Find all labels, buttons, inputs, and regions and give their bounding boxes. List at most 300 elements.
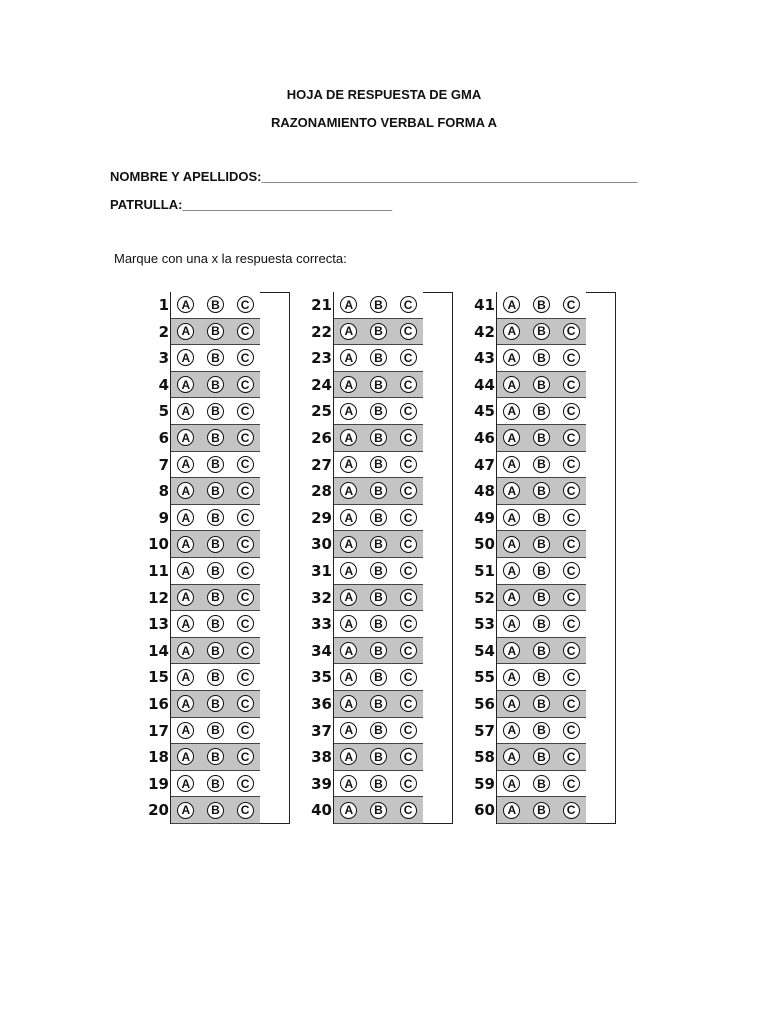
answer-bubble-b[interactable]: B xyxy=(207,695,224,712)
answer-bubble-b[interactable]: B xyxy=(533,536,550,553)
question-row xyxy=(471,691,611,718)
answer-options xyxy=(171,345,260,372)
answer-options xyxy=(497,398,586,425)
answer-bubble-b[interactable]: B xyxy=(370,695,387,712)
answer-bubble-c[interactable]: C xyxy=(237,589,254,606)
answer-bubble-a[interactable]: A xyxy=(340,296,357,313)
answer-bubble-b[interactable]: B xyxy=(533,669,550,686)
answer-bubble-a[interactable]: A xyxy=(340,403,357,420)
answer-options xyxy=(171,531,260,558)
answer-bubble-a[interactable]: A xyxy=(503,669,520,686)
answer-bubble-c[interactable]: C xyxy=(400,642,417,659)
answer-options xyxy=(334,558,423,585)
answer-bubble-b[interactable]: B xyxy=(370,669,387,686)
answer-bubble-b[interactable]: B xyxy=(533,775,550,792)
answer-options xyxy=(171,664,260,691)
answer-bubble-b[interactable]: B xyxy=(533,802,550,819)
answer-bubble-b[interactable]: B xyxy=(207,403,224,420)
answer-bubble-b[interactable]: B xyxy=(370,722,387,739)
answer-bubble-c[interactable]: C xyxy=(237,323,254,340)
answer-bubble-b[interactable]: B xyxy=(207,589,224,606)
answer-bubble-c[interactable]: C xyxy=(237,403,254,420)
question-number: 23 xyxy=(311,349,332,368)
question-row xyxy=(145,531,285,558)
question-number: 53 xyxy=(474,615,495,634)
answer-options xyxy=(171,638,260,665)
answer-bubble-a[interactable]: A xyxy=(503,482,520,499)
answer-bubble-a[interactable]: A xyxy=(503,456,520,473)
answer-options xyxy=(171,505,260,532)
answer-bubble-b[interactable]: B xyxy=(370,376,387,393)
answer-bubble-a[interactable]: A xyxy=(340,669,357,686)
answer-bubble-a[interactable]: A xyxy=(340,482,357,499)
answer-bubble-c[interactable]: C xyxy=(237,615,254,632)
answer-bubble-a[interactable]: A xyxy=(340,589,357,606)
answer-options xyxy=(334,345,423,372)
answer-bubble-a[interactable]: A xyxy=(503,296,520,313)
question-row xyxy=(308,797,448,824)
question-number: 59 xyxy=(474,774,495,793)
question-number: 38 xyxy=(311,748,332,767)
answer-bubble-c[interactable]: C xyxy=(563,748,580,765)
answer-bubble-b[interactable]: B xyxy=(207,509,224,526)
answer-bubble-b[interactable]: B xyxy=(533,456,550,473)
answer-bubble-b[interactable]: B xyxy=(207,775,224,792)
question-number: 60 xyxy=(474,801,495,820)
answer-bubble-b[interactable]: B xyxy=(533,376,550,393)
question-number: 14 xyxy=(148,641,169,660)
answer-bubble-a[interactable]: A xyxy=(177,482,194,499)
question-number: 8 xyxy=(158,482,169,501)
answer-bubble-a[interactable]: A xyxy=(503,642,520,659)
question-row xyxy=(145,585,285,612)
answer-bubble-c[interactable]: C xyxy=(563,722,580,739)
answer-options xyxy=(497,771,586,798)
answer-bubble-a[interactable]: A xyxy=(177,589,194,606)
answer-bubble-b[interactable]: B xyxy=(533,429,550,446)
question-row xyxy=(145,478,285,505)
answer-bubble-c[interactable]: C xyxy=(563,456,580,473)
answer-bubble-b[interactable]: B xyxy=(207,536,224,553)
answer-options xyxy=(334,531,423,558)
question-row xyxy=(471,558,611,585)
answer-bubble-c[interactable]: C xyxy=(237,562,254,579)
question-number: 20 xyxy=(148,801,169,820)
answer-bubble-c[interactable]: C xyxy=(400,403,417,420)
answer-options xyxy=(497,558,586,585)
question-number: 5 xyxy=(158,402,169,421)
answer-bubble-c[interactable]: C xyxy=(563,482,580,499)
answer-options xyxy=(334,638,423,665)
answer-bubble-c[interactable]: C xyxy=(563,536,580,553)
question-row xyxy=(145,452,285,479)
answer-bubble-b[interactable]: B xyxy=(533,509,550,526)
answer-options xyxy=(334,611,423,638)
answer-bubble-a[interactable]: A xyxy=(340,802,357,819)
answer-bubble-c[interactable]: C xyxy=(563,509,580,526)
answer-options xyxy=(334,797,423,824)
answer-bubble-c[interactable]: C xyxy=(237,775,254,792)
answer-bubble-b[interactable]: B xyxy=(370,748,387,765)
answer-options xyxy=(497,664,586,691)
answer-options xyxy=(171,319,260,346)
answer-bubble-c[interactable]: C xyxy=(563,323,580,340)
question-row xyxy=(308,505,448,532)
answer-bubble-a[interactable]: A xyxy=(503,403,520,420)
question-number: 10 xyxy=(148,535,169,554)
answer-bubble-a[interactable]: A xyxy=(177,376,194,393)
answer-bubble-c[interactable]: C xyxy=(563,403,580,420)
answer-options xyxy=(334,478,423,505)
answer-bubble-a[interactable]: A xyxy=(340,775,357,792)
answer-bubble-c[interactable]: C xyxy=(563,589,580,606)
question-number: 32 xyxy=(311,588,332,607)
answer-bubble-a[interactable]: A xyxy=(503,775,520,792)
answer-bubble-a[interactable]: A xyxy=(340,456,357,473)
answer-options xyxy=(334,372,423,399)
question-row xyxy=(471,505,611,532)
question-row xyxy=(308,398,448,425)
answer-options xyxy=(497,372,586,399)
answer-bubble-b[interactable]: B xyxy=(207,482,224,499)
answer-bubble-c[interactable]: C xyxy=(563,296,580,313)
answer-bubble-a[interactable]: A xyxy=(340,695,357,712)
answer-bubble-c[interactable]: C xyxy=(400,536,417,553)
answer-bubble-a[interactable]: A xyxy=(177,403,194,420)
answer-bubble-b[interactable]: B xyxy=(533,323,550,340)
question-row xyxy=(471,345,611,372)
question-number: 17 xyxy=(148,721,169,740)
answer-bubble-a[interactable]: A xyxy=(340,722,357,739)
question-row xyxy=(471,425,611,452)
answer-bubble-a[interactable]: A xyxy=(177,429,194,446)
answer-bubble-b[interactable]: B xyxy=(533,482,550,499)
answer-bubble-a[interactable]: A xyxy=(340,349,357,366)
answer-bubble-c[interactable]: C xyxy=(563,802,580,819)
answer-bubble-a[interactable]: A xyxy=(177,349,194,366)
question-row xyxy=(308,478,448,505)
answer-bubble-c[interactable]: C xyxy=(237,456,254,473)
answer-bubble-c[interactable]: C xyxy=(237,349,254,366)
answer-bubble-c[interactable]: C xyxy=(563,775,580,792)
answer-bubble-c[interactable]: C xyxy=(563,376,580,393)
answer-bubble-b[interactable]: B xyxy=(370,482,387,499)
answer-bubble-c[interactable]: C xyxy=(237,429,254,446)
answer-bubble-a[interactable]: A xyxy=(340,615,357,632)
question-row xyxy=(145,292,285,319)
answer-bubble-a[interactable]: A xyxy=(340,509,357,526)
answer-bubble-a[interactable]: A xyxy=(503,536,520,553)
answer-bubble-c[interactable]: C xyxy=(237,642,254,659)
answer-bubble-a[interactable]: A xyxy=(177,296,194,313)
answer-bubble-c[interactable]: C xyxy=(237,722,254,739)
answer-bubble-c[interactable]: C xyxy=(563,349,580,366)
answer-bubble-a[interactable]: A xyxy=(340,642,357,659)
answer-bubble-b[interactable]: B xyxy=(533,722,550,739)
question-number: 34 xyxy=(311,641,332,660)
question-number: 25 xyxy=(311,402,332,421)
answer-bubble-b[interactable]: B xyxy=(370,775,387,792)
answer-bubble-a[interactable]: A xyxy=(177,562,194,579)
question-row xyxy=(308,558,448,585)
answer-bubble-a[interactable]: A xyxy=(340,376,357,393)
answer-options xyxy=(171,292,260,319)
answer-bubble-a[interactable]: A xyxy=(340,748,357,765)
answer-bubble-b[interactable]: B xyxy=(207,802,224,819)
answer-bubble-a[interactable]: A xyxy=(503,802,520,819)
answer-options xyxy=(497,452,586,479)
question-number: 7 xyxy=(158,455,169,474)
answer-bubble-a[interactable]: A xyxy=(177,456,194,473)
answer-bubble-c[interactable]: C xyxy=(400,323,417,340)
answer-bubble-b[interactable]: B xyxy=(533,642,550,659)
answer-bubble-a[interactable]: A xyxy=(177,748,194,765)
question-number: 33 xyxy=(311,615,332,634)
answer-bubble-a[interactable]: A xyxy=(340,536,357,553)
question-number: 12 xyxy=(148,588,169,607)
answer-options xyxy=(497,425,586,452)
answer-bubble-b[interactable]: B xyxy=(533,589,550,606)
question-number: 54 xyxy=(474,641,495,660)
answer-options xyxy=(171,398,260,425)
answer-bubble-c[interactable]: C xyxy=(400,482,417,499)
answer-bubble-c[interactable]: C xyxy=(400,376,417,393)
answer-bubble-b[interactable]: B xyxy=(533,562,550,579)
answer-bubble-b[interactable]: B xyxy=(370,589,387,606)
answer-options xyxy=(334,505,423,532)
answer-bubble-a[interactable]: A xyxy=(177,695,194,712)
question-row xyxy=(471,292,611,319)
answer-bubble-c[interactable]: C xyxy=(400,802,417,819)
answer-bubble-c[interactable]: C xyxy=(400,429,417,446)
answer-bubble-a[interactable]: A xyxy=(177,722,194,739)
answer-bubble-b[interactable]: B xyxy=(207,349,224,366)
answer-options xyxy=(171,585,260,612)
answer-bubble-c[interactable]: C xyxy=(400,456,417,473)
question-row xyxy=(471,452,611,479)
answer-options xyxy=(334,585,423,612)
answer-bubble-c[interactable]: C xyxy=(237,376,254,393)
answer-bubble-c[interactable]: C xyxy=(400,349,417,366)
answer-bubble-a[interactable]: A xyxy=(177,323,194,340)
question-row xyxy=(308,452,448,479)
answer-bubble-c[interactable]: C xyxy=(563,669,580,686)
answer-options xyxy=(497,797,586,824)
question-row xyxy=(145,664,285,691)
question-number: 55 xyxy=(474,668,495,687)
answer-bubble-a[interactable]: A xyxy=(177,775,194,792)
answer-bubble-b[interactable]: B xyxy=(533,296,550,313)
question-row xyxy=(471,478,611,505)
answer-bubble-b[interactable]: B xyxy=(370,802,387,819)
answer-bubble-b[interactable]: B xyxy=(533,748,550,765)
question-number: 45 xyxy=(474,402,495,421)
answer-bubble-a[interactable]: A xyxy=(503,323,520,340)
question-row xyxy=(471,664,611,691)
answer-bubble-a[interactable]: A xyxy=(340,323,357,340)
question-number: 19 xyxy=(148,774,169,793)
question-row xyxy=(308,718,448,745)
answer-bubble-b[interactable]: B xyxy=(207,562,224,579)
answer-bubble-b[interactable]: B xyxy=(207,429,224,446)
answer-options xyxy=(171,691,260,718)
question-number: 3 xyxy=(158,349,169,368)
question-number: 24 xyxy=(311,375,332,394)
answer-bubble-c[interactable]: C xyxy=(400,748,417,765)
answer-bubble-b[interactable]: B xyxy=(207,722,224,739)
answer-bubble-c[interactable]: C xyxy=(400,562,417,579)
answer-bubble-b[interactable]: B xyxy=(207,376,224,393)
answer-bubble-c[interactable]: C xyxy=(400,615,417,632)
question-number: 41 xyxy=(474,296,495,314)
question-number: 47 xyxy=(474,455,495,474)
answer-bubble-b[interactable]: B xyxy=(207,748,224,765)
question-number: 40 xyxy=(311,801,332,820)
answer-bubble-c[interactable]: C xyxy=(237,482,254,499)
answer-bubble-b[interactable]: B xyxy=(207,456,224,473)
question-number: 28 xyxy=(311,482,332,501)
question-number: 46 xyxy=(474,429,495,447)
answer-bubble-b[interactable]: B xyxy=(370,536,387,553)
answer-bubble-b[interactable]: B xyxy=(207,296,224,313)
question-number: 11 xyxy=(148,562,169,580)
question-row xyxy=(145,398,285,425)
answer-bubble-b[interactable]: B xyxy=(533,695,550,712)
answer-bubble-c[interactable]: C xyxy=(400,775,417,792)
answer-bubble-b[interactable]: B xyxy=(370,323,387,340)
answer-bubble-c[interactable]: C xyxy=(237,536,254,553)
question-row xyxy=(145,558,285,585)
question-number: 44 xyxy=(474,375,495,394)
answer-bubble-b[interactable]: B xyxy=(370,509,387,526)
answer-bubble-c[interactable]: C xyxy=(563,429,580,446)
answer-options xyxy=(497,585,586,612)
question-row xyxy=(308,585,448,612)
question-number: 30 xyxy=(311,535,332,554)
answer-bubble-a[interactable]: A xyxy=(340,429,357,446)
question-row xyxy=(308,744,448,771)
answer-bubble-a[interactable]: A xyxy=(177,615,194,632)
answer-bubble-a[interactable]: A xyxy=(503,562,520,579)
answer-options xyxy=(171,744,260,771)
question-row xyxy=(308,292,448,319)
answer-bubble-c[interactable]: C xyxy=(400,695,417,712)
answer-bubble-a[interactable]: A xyxy=(503,615,520,632)
answer-options xyxy=(497,478,586,505)
answer-bubble-c[interactable]: C xyxy=(400,296,417,313)
question-number: 51 xyxy=(474,562,495,580)
answer-bubble-a[interactable]: A xyxy=(503,695,520,712)
answer-bubble-b[interactable]: B xyxy=(370,429,387,446)
answer-bubble-b[interactable]: B xyxy=(207,323,224,340)
answer-bubble-a[interactable]: A xyxy=(503,722,520,739)
answer-bubble-b[interactable]: B xyxy=(207,669,224,686)
answer-bubble-b[interactable]: B xyxy=(207,642,224,659)
answer-bubble-a[interactable]: A xyxy=(340,562,357,579)
question-row xyxy=(308,372,448,399)
answer-bubble-b[interactable]: B xyxy=(533,615,550,632)
question-number: 49 xyxy=(474,508,495,527)
answer-bubble-c[interactable]: C xyxy=(237,748,254,765)
answer-bubble-c[interactable]: C xyxy=(237,802,254,819)
answer-options xyxy=(497,718,586,745)
answer-bubble-c[interactable]: C xyxy=(237,669,254,686)
answer-options xyxy=(497,292,586,319)
answer-bubble-a[interactable]: A xyxy=(503,589,520,606)
answer-bubble-c[interactable]: C xyxy=(563,615,580,632)
question-row xyxy=(471,771,611,798)
answer-bubble-b[interactable]: B xyxy=(370,615,387,632)
answer-bubble-c[interactable]: C xyxy=(563,695,580,712)
question-number: 9 xyxy=(158,508,169,527)
answer-bubble-a[interactable]: A xyxy=(503,748,520,765)
answer-bubble-c[interactable]: C xyxy=(400,509,417,526)
answer-bubble-c[interactable]: C xyxy=(237,509,254,526)
question-number: 52 xyxy=(474,588,495,607)
question-row xyxy=(471,638,611,665)
answer-bubble-a[interactable]: A xyxy=(503,349,520,366)
question-row xyxy=(145,744,285,771)
answer-bubble-a[interactable]: A xyxy=(503,509,520,526)
answer-bubble-b[interactable]: B xyxy=(370,296,387,313)
question-number: 22 xyxy=(311,322,332,341)
answer-options xyxy=(334,292,423,319)
answer-bubble-b[interactable]: B xyxy=(207,615,224,632)
sheet-title: HOJA DE RESPUESTA DE GMA xyxy=(286,87,482,102)
answer-bubble-b[interactable]: B xyxy=(533,403,550,420)
instruction-text: Marque con una x la respuesta correcta: xyxy=(114,251,347,266)
answer-bubble-a[interactable]: A xyxy=(177,642,194,659)
answer-bubble-a[interactable]: A xyxy=(177,536,194,553)
answer-bubble-b[interactable]: B xyxy=(533,349,550,366)
answer-bubble-b[interactable]: B xyxy=(370,562,387,579)
answer-bubble-a[interactable]: A xyxy=(177,669,194,686)
answer-options xyxy=(171,611,260,638)
answer-bubble-b[interactable]: B xyxy=(370,642,387,659)
question-number: 43 xyxy=(474,349,495,368)
answer-options xyxy=(334,452,423,479)
question-row xyxy=(471,319,611,346)
answer-bubble-c[interactable]: C xyxy=(237,695,254,712)
question-number: 16 xyxy=(148,695,169,713)
answer-bubble-c[interactable]: C xyxy=(400,722,417,739)
answer-options xyxy=(497,691,586,718)
answer-bubble-b[interactable]: B xyxy=(370,349,387,366)
answer-bubble-c[interactable]: C xyxy=(563,562,580,579)
answer-options xyxy=(171,797,260,824)
answer-bubble-b[interactable]: B xyxy=(370,456,387,473)
question-number: 15 xyxy=(148,668,169,687)
answer-bubble-a[interactable]: A xyxy=(503,429,520,446)
answer-bubble-c[interactable]: C xyxy=(400,589,417,606)
answer-bubble-b[interactable]: B xyxy=(370,403,387,420)
question-row xyxy=(308,664,448,691)
answer-bubble-c[interactable]: C xyxy=(400,669,417,686)
question-row xyxy=(308,611,448,638)
answer-bubble-c[interactable]: C xyxy=(237,296,254,313)
name-field[interactable]: NOMBRE Y APELLIDOS:____________________________________________________ xyxy=(110,169,638,184)
answer-options xyxy=(171,452,260,479)
answer-options xyxy=(497,611,586,638)
question-row xyxy=(308,531,448,558)
patrol-field[interactable]: PATRULLA:_____________________________ xyxy=(110,197,393,212)
answer-options xyxy=(334,718,423,745)
answer-bubble-a[interactable]: A xyxy=(177,802,194,819)
answer-bubble-a[interactable]: A xyxy=(177,509,194,526)
answer-bubble-c[interactable]: C xyxy=(563,642,580,659)
answer-bubble-a[interactable]: A xyxy=(503,376,520,393)
question-number: 4 xyxy=(158,375,169,394)
